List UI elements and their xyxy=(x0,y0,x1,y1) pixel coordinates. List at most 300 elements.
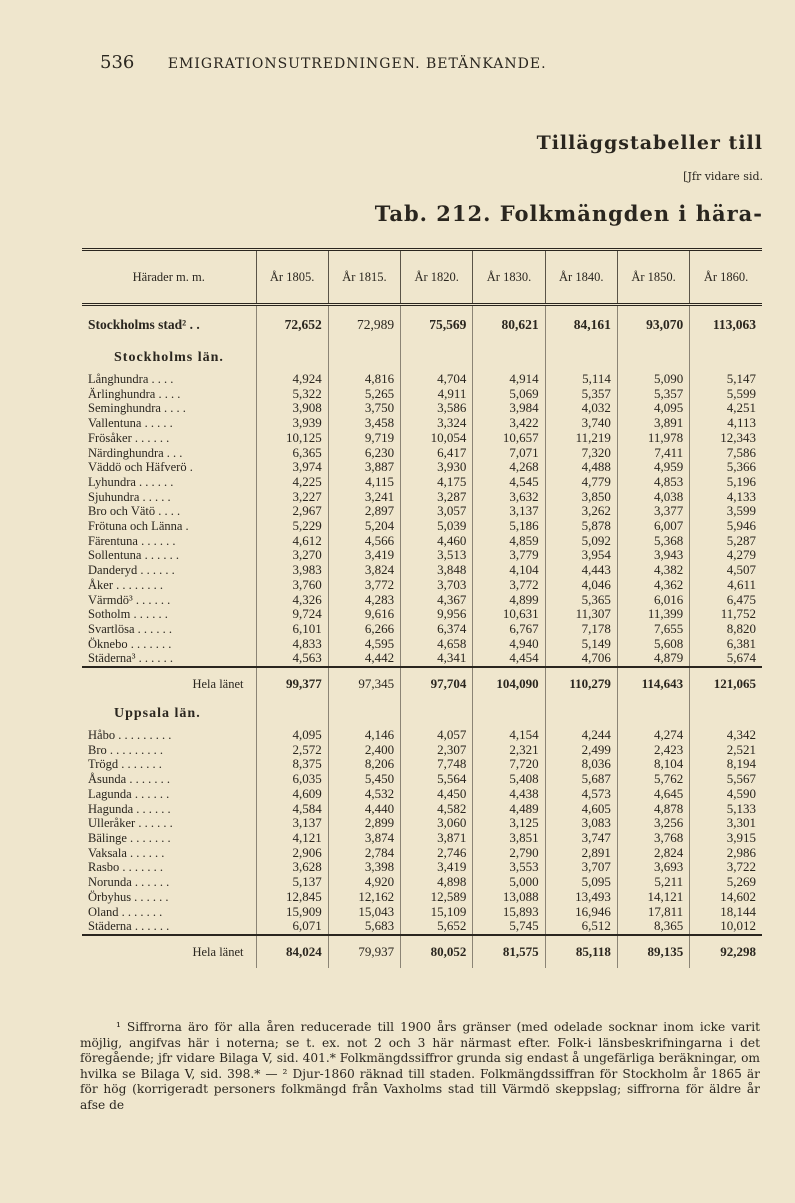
cell: 4,367 xyxy=(401,593,473,608)
cell: 5,204 xyxy=(328,519,400,534)
total-cell: 89,135 xyxy=(617,935,689,968)
cell: 4,816 xyxy=(328,372,400,387)
cell: 12,845 xyxy=(256,890,328,905)
cell: 7,411 xyxy=(617,446,689,461)
table-row xyxy=(82,431,762,446)
cell: 3,270 xyxy=(256,548,328,563)
cell: 84,161 xyxy=(545,305,617,345)
cell: 4,341 xyxy=(401,651,473,667)
empty-cell xyxy=(690,700,762,728)
cell: 6,016 xyxy=(617,593,689,608)
cell: 4,898 xyxy=(401,875,473,890)
table-row xyxy=(82,831,762,846)
cell: 3,983 xyxy=(256,563,328,578)
total-cell: 97,704 xyxy=(401,667,473,700)
cell: 3,513 xyxy=(401,548,473,563)
cell: 3,848 xyxy=(401,563,473,578)
cell: 4,115 xyxy=(328,475,400,490)
cell: 4,362 xyxy=(617,578,689,593)
table-row xyxy=(82,905,762,920)
table-row xyxy=(82,504,762,519)
table-row xyxy=(82,578,762,593)
cell: 9,724 xyxy=(256,607,328,622)
row-label: Långhundra . . . . xyxy=(88,372,174,386)
row-label: Värmdö³ . . . . . . xyxy=(88,592,171,607)
cell: 6,475 xyxy=(690,593,762,608)
cell: 4,460 xyxy=(401,534,473,549)
table-row xyxy=(82,816,762,831)
cell: 12,343 xyxy=(690,431,762,446)
cell: 3,422 xyxy=(473,416,545,431)
cell: 13,088 xyxy=(473,890,545,905)
row-label: Sjuhundra . . . . . xyxy=(88,489,171,504)
row-label: Närdinghundra . . . xyxy=(88,445,183,460)
cell: 5,147 xyxy=(690,372,762,387)
cell: 3,750 xyxy=(328,401,400,416)
table-body xyxy=(82,305,762,968)
county-title-row xyxy=(82,700,762,728)
cell: 5,092 xyxy=(545,534,617,549)
cell: 6,101 xyxy=(256,622,328,637)
cell: 4,038 xyxy=(617,490,689,505)
row-label: Bro . . . . . . . . . xyxy=(88,742,163,757)
empty-cell xyxy=(328,700,400,728)
cell: 4,326 xyxy=(256,593,328,608)
cell: 5,674 xyxy=(690,651,762,667)
row-label: Frötuna och Länna . xyxy=(88,519,189,534)
table-row xyxy=(82,401,762,416)
row-label: Trögd . . . . . . . xyxy=(88,757,162,772)
column-header: År 1830. xyxy=(473,250,545,305)
row-label: Örbyhus . . . . . . xyxy=(88,889,169,904)
cell: 3,772 xyxy=(328,578,400,593)
cell: 3,984 xyxy=(473,401,545,416)
cell: 15,893 xyxy=(473,905,545,920)
cell: 4,032 xyxy=(545,401,617,416)
cell: 8,206 xyxy=(328,757,400,772)
cell: 4,573 xyxy=(545,787,617,802)
cell: 4,095 xyxy=(256,728,328,743)
cell: 3,850 xyxy=(545,490,617,505)
table-row xyxy=(82,743,762,758)
cell: 3,772 xyxy=(473,578,545,593)
column-header: År 1840. xyxy=(545,250,617,305)
cell: 4,612 xyxy=(256,534,328,549)
row-label: Lyhundra . . . . . . xyxy=(88,474,174,489)
total-cell: 81,575 xyxy=(473,935,545,968)
table-row xyxy=(82,637,762,652)
cell: 13,493 xyxy=(545,890,617,905)
cell: 4,443 xyxy=(545,563,617,578)
cell: 4,268 xyxy=(473,460,545,475)
cell: 3,930 xyxy=(401,460,473,475)
empty-cell xyxy=(328,344,400,372)
cell: 3,377 xyxy=(617,504,689,519)
row-label: Stockholms stad² . . xyxy=(88,316,200,332)
county-title-row xyxy=(82,344,762,372)
column-header: Härader m. m. xyxy=(82,250,256,305)
cell: 4,251 xyxy=(690,401,762,416)
table-row-total xyxy=(82,935,762,968)
cell: 6,071 xyxy=(256,919,328,935)
cell: 2,321 xyxy=(473,743,545,758)
cell: 72,652 xyxy=(256,305,328,345)
empty-cell xyxy=(545,700,617,728)
county-title: Uppsala län. xyxy=(114,705,201,721)
footnote xyxy=(80,1020,760,1114)
cell: 5,133 xyxy=(690,802,762,817)
cell: 10,631 xyxy=(473,607,545,622)
row-label: Oland . . . . . . . xyxy=(88,904,163,919)
cell: 3,324 xyxy=(401,416,473,431)
cell: 9,956 xyxy=(401,607,473,622)
cell: 3,256 xyxy=(617,816,689,831)
cell: 4,611 xyxy=(690,578,762,593)
cell: 12,162 xyxy=(328,890,400,905)
cell: 5,946 xyxy=(690,519,762,534)
cell: 3,553 xyxy=(473,860,545,875)
cell: 15,909 xyxy=(256,905,328,920)
cell: 4,225 xyxy=(256,475,328,490)
table-title: Tab. 212. Folkmängden i härа- xyxy=(374,201,763,226)
table-row xyxy=(82,563,762,578)
cell: 80,621 xyxy=(473,305,545,345)
empty-cell xyxy=(401,700,473,728)
cell: 5,090 xyxy=(617,372,689,387)
cell: 7,655 xyxy=(617,622,689,637)
column-header: År 1850. xyxy=(617,250,689,305)
cell: 4,488 xyxy=(545,460,617,475)
cell: 5,567 xyxy=(690,772,762,787)
cell: 4,878 xyxy=(617,802,689,817)
cell: 4,507 xyxy=(690,563,762,578)
cell: 4,609 xyxy=(256,787,328,802)
row-label: Städerna³ . . . . . . xyxy=(88,651,173,666)
cell: 11,219 xyxy=(545,431,617,446)
cell: 4,283 xyxy=(328,593,400,608)
cell: 2,400 xyxy=(328,743,400,758)
cell: 2,906 xyxy=(256,846,328,861)
cell: 4,833 xyxy=(256,637,328,652)
cell: 7,178 xyxy=(545,622,617,637)
cell: 4,899 xyxy=(473,593,545,608)
row-label: Seminghundra . . . . xyxy=(88,401,186,416)
cell: 5,564 xyxy=(401,772,473,787)
cell: 5,265 xyxy=(328,387,400,402)
table-row xyxy=(82,651,762,667)
cell: 2,423 xyxy=(617,743,689,758)
empty-cell xyxy=(256,700,328,728)
cell: 5,196 xyxy=(690,475,762,490)
cell: 4,563 xyxy=(256,651,328,667)
table-row xyxy=(82,446,762,461)
total-cell: 84,024 xyxy=(256,935,328,968)
cell: 3,137 xyxy=(256,816,328,831)
cell: 5,599 xyxy=(690,387,762,402)
row-label: Städerna . . . . . . xyxy=(88,919,170,934)
cell: 6,230 xyxy=(328,446,400,461)
cell: 4,438 xyxy=(473,787,545,802)
cell: 4,454 xyxy=(473,651,545,667)
cell: 10,125 xyxy=(256,431,328,446)
table-row xyxy=(82,919,762,935)
cell: 3,586 xyxy=(401,401,473,416)
table-row xyxy=(82,490,762,505)
cell: 3,851 xyxy=(473,831,545,846)
cell: 4,057 xyxy=(401,728,473,743)
cell: 10,012 xyxy=(690,919,762,935)
cell: 6,007 xyxy=(617,519,689,534)
cell: 113,063 xyxy=(690,305,762,345)
table-row xyxy=(82,534,762,549)
cell: 3,301 xyxy=(690,816,762,831)
cell: 4,342 xyxy=(690,728,762,743)
cell: 4,113 xyxy=(690,416,762,431)
cell: 3,419 xyxy=(328,548,400,563)
cell: 3,740 xyxy=(545,416,617,431)
cell: 3,419 xyxy=(401,860,473,875)
cell: 3,824 xyxy=(328,563,400,578)
cell: 8,036 xyxy=(545,757,617,772)
empty-cell xyxy=(473,700,545,728)
row-label: Bro och Vätö . . . . xyxy=(88,504,181,519)
cell: 2,790 xyxy=(473,846,545,861)
cell: 4,920 xyxy=(328,875,400,890)
cell: 3,241 xyxy=(328,490,400,505)
cell: 4,095 xyxy=(617,401,689,416)
cell: 3,891 xyxy=(617,416,689,431)
row-label: Väddö och Häfverö . xyxy=(88,460,193,475)
cell: 5,652 xyxy=(401,919,473,935)
cell: 9,616 xyxy=(328,607,400,622)
cell: 3,458 xyxy=(328,416,400,431)
table-row xyxy=(82,890,762,905)
cell: 2,897 xyxy=(328,504,400,519)
cell: 3,747 xyxy=(545,831,617,846)
cell: 4,566 xyxy=(328,534,400,549)
row-label: Hagunda . . . . . . xyxy=(88,801,171,816)
cell: 3,287 xyxy=(401,490,473,505)
page-number: 536 xyxy=(100,52,135,73)
cell: 5,762 xyxy=(617,772,689,787)
cell: 5,450 xyxy=(328,772,400,787)
cell: 11,399 xyxy=(617,607,689,622)
row-label: Svartlösa . . . . . . xyxy=(88,621,173,636)
cell: 3,599 xyxy=(690,504,762,519)
total-cell: 121,065 xyxy=(690,667,762,700)
cell: 5,000 xyxy=(473,875,545,890)
cell: 4,582 xyxy=(401,802,473,817)
cell: 11,307 xyxy=(545,607,617,622)
column-header: År 1820. xyxy=(401,250,473,305)
cell: 3,632 xyxy=(473,490,545,505)
row-label: Sollentuna . . . . . . xyxy=(88,548,179,563)
cell: 3,262 xyxy=(545,504,617,519)
total-cell: 80,052 xyxy=(401,935,473,968)
cell: 4,046 xyxy=(545,578,617,593)
row-label: Åsunda . . . . . . . xyxy=(88,772,170,787)
row-label: Ulleråker . . . . . . xyxy=(88,816,173,831)
table-row xyxy=(82,728,762,743)
cell: 6,365 xyxy=(256,446,328,461)
cell: 3,874 xyxy=(328,831,400,846)
cell: 15,109 xyxy=(401,905,473,920)
row-label: Ärlinghundra . . . . xyxy=(88,386,181,401)
cell: 4,706 xyxy=(545,651,617,667)
cell: 3,707 xyxy=(545,860,617,875)
cell: 5,149 xyxy=(545,637,617,652)
table-row xyxy=(82,416,762,431)
cell: 2,521 xyxy=(690,743,762,758)
total-cell: 85,118 xyxy=(545,935,617,968)
table-row xyxy=(82,607,762,622)
cell: 4,704 xyxy=(401,372,473,387)
row-label: Vaksala . . . . . . xyxy=(88,845,165,860)
cell: 5,366 xyxy=(690,460,762,475)
cell: 3,768 xyxy=(617,831,689,846)
cell: 2,572 xyxy=(256,743,328,758)
row-label: Åker . . . . . . . . xyxy=(88,577,163,592)
total-cell: 110,279 xyxy=(545,667,617,700)
cell: 7,071 xyxy=(473,446,545,461)
cell: 2,967 xyxy=(256,504,328,519)
table-header-row xyxy=(82,250,762,305)
row-label: Bälinge . . . . . . . xyxy=(88,830,171,845)
cell: 3,722 xyxy=(690,860,762,875)
cell: 10,657 xyxy=(473,431,545,446)
total-cell: 92,298 xyxy=(690,935,762,968)
cell: 12,589 xyxy=(401,890,473,905)
cell: 3,943 xyxy=(617,548,689,563)
table-row xyxy=(82,548,762,563)
empty-cell xyxy=(690,344,762,372)
cell: 6,417 xyxy=(401,446,473,461)
cell: 4,382 xyxy=(617,563,689,578)
row-label: Norunda . . . . . . xyxy=(88,875,170,890)
cell: 4,279 xyxy=(690,548,762,563)
table-row xyxy=(82,622,762,637)
cell: 8,104 xyxy=(617,757,689,772)
cell: 3,939 xyxy=(256,416,328,431)
cell: 4,440 xyxy=(328,802,400,817)
cell: 5,114 xyxy=(545,372,617,387)
cell: 3,398 xyxy=(328,860,400,875)
cell: 4,595 xyxy=(328,637,400,652)
cell: 2,986 xyxy=(690,846,762,861)
cell: 3,083 xyxy=(545,816,617,831)
cell: 93,070 xyxy=(617,305,689,345)
table-row xyxy=(82,519,762,534)
cell: 4,133 xyxy=(690,490,762,505)
section-title: Tilläggstabeller till xyxy=(536,132,763,154)
empty-cell xyxy=(545,344,617,372)
cell: 2,891 xyxy=(545,846,617,861)
table-row xyxy=(82,860,762,875)
row-label: Danderyd . . . . . . xyxy=(88,563,175,578)
cell: 4,146 xyxy=(328,728,400,743)
table-row xyxy=(82,387,762,402)
cell: 4,489 xyxy=(473,802,545,817)
cell: 4,274 xyxy=(617,728,689,743)
cell: 3,703 xyxy=(401,578,473,593)
total-cell: 79,937 xyxy=(328,935,400,968)
cell: 6,374 xyxy=(401,622,473,637)
row-label: Frösåker . . . . . . xyxy=(88,430,170,445)
cell: 3,974 xyxy=(256,460,328,475)
cell: 16,946 xyxy=(545,905,617,920)
cell: 5,368 xyxy=(617,534,689,549)
cell: 4,859 xyxy=(473,534,545,549)
column-header: År 1815. xyxy=(328,250,400,305)
cell: 3,137 xyxy=(473,504,545,519)
cell: 5,039 xyxy=(401,519,473,534)
cell: 4,940 xyxy=(473,637,545,652)
cell: 7,586 xyxy=(690,446,762,461)
population-table xyxy=(82,248,762,968)
cell: 4,779 xyxy=(545,475,617,490)
table-row xyxy=(82,875,762,890)
table-row xyxy=(82,593,762,608)
cell: 5,878 xyxy=(545,519,617,534)
cell: 9,719 xyxy=(328,431,400,446)
cell: 2,899 xyxy=(328,816,400,831)
cell: 2,746 xyxy=(401,846,473,861)
column-header: År 1860. xyxy=(690,250,762,305)
row-label: Lagunda . . . . . . xyxy=(88,786,170,801)
cell: 3,779 xyxy=(473,548,545,563)
cell: 4,605 xyxy=(545,802,617,817)
table-row xyxy=(82,757,762,772)
cell: 14,602 xyxy=(690,890,762,905)
cell: 5,365 xyxy=(545,593,617,608)
cell: 5,322 xyxy=(256,387,328,402)
empty-cell xyxy=(401,344,473,372)
table-row-city xyxy=(82,305,762,345)
table-row xyxy=(82,460,762,475)
table-row-total xyxy=(82,667,762,700)
cell: 5,408 xyxy=(473,772,545,787)
cell: 10,054 xyxy=(401,431,473,446)
row-label: Öknebo . . . . . . . xyxy=(88,636,172,651)
cell: 6,381 xyxy=(690,637,762,652)
cell: 8,365 xyxy=(617,919,689,935)
cell: 5,229 xyxy=(256,519,328,534)
cell: 4,244 xyxy=(545,728,617,743)
cell: 8,375 xyxy=(256,757,328,772)
cell: 17,811 xyxy=(617,905,689,920)
cell: 6,767 xyxy=(473,622,545,637)
cell: 5,357 xyxy=(617,387,689,402)
cell: 72,989 xyxy=(328,305,400,345)
total-cell: 114,643 xyxy=(617,667,689,700)
cell: 4,879 xyxy=(617,651,689,667)
table-row xyxy=(82,772,762,787)
cell: 7,720 xyxy=(473,757,545,772)
row-label: Rasbo . . . . . . . xyxy=(88,860,163,875)
total-cell: 104,090 xyxy=(473,667,545,700)
column-header: År 1805. xyxy=(256,250,328,305)
cell: 4,450 xyxy=(401,787,473,802)
cell: 3,760 xyxy=(256,578,328,593)
cell: 5,287 xyxy=(690,534,762,549)
cell: 5,608 xyxy=(617,637,689,652)
cell: 3,908 xyxy=(256,401,328,416)
cell: 5,186 xyxy=(473,519,545,534)
cell: 11,752 xyxy=(690,607,762,622)
cell: 3,057 xyxy=(401,504,473,519)
row-label: Håbo . . . . . . . . . xyxy=(88,728,172,743)
total-label: Hela länet xyxy=(82,667,256,700)
